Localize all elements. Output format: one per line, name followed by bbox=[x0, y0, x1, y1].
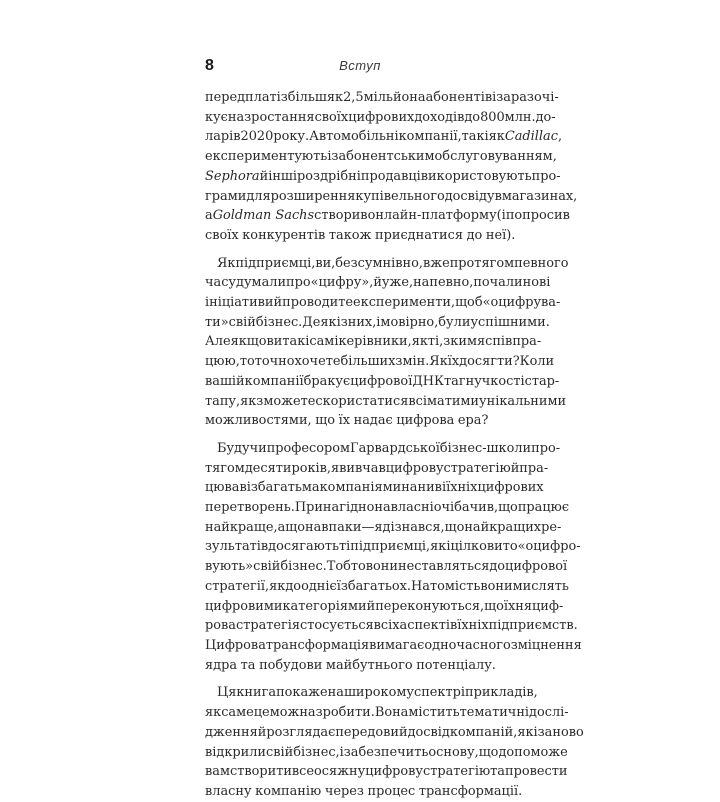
text-line: кує на зростання своїх цифрових доходів до 800 млн. до- bbox=[205, 109, 556, 125]
paragraph bbox=[205, 683, 584, 801]
text-line: найкраще, а що навпаки — я дізнався, що найкращих ре- bbox=[205, 519, 562, 535]
text-line: цював із багатьма компаніями на ниві їхніх цифрових bbox=[205, 480, 544, 496]
text-line: Ця книга покаже на широкому спектрі прикладів, bbox=[217, 685, 538, 701]
text-line: Як підприємці, ви, безсумнівно, вже протягом певного bbox=[217, 255, 569, 271]
text-line: рова стратегія стосується всіх аспектів їхніх підприємств. bbox=[205, 618, 578, 634]
page-header bbox=[0, 57, 720, 79]
text-line: тягом десяти років, я вивчав цифрову стратегію й пра- bbox=[205, 460, 549, 476]
text-line: цифровими категоріями й переконуються, що їхня циф- bbox=[205, 598, 564, 614]
text-line: а Goldman Sachs створив онлайн-платформу (і попросив bbox=[205, 208, 570, 224]
text-line: ти» свій бізнес. Деякі з них, імовірно, були успішними. bbox=[205, 314, 550, 330]
text-line: передплаті з більш як 2,5 мільйона абонентів і зараз очі- bbox=[205, 90, 559, 105]
text-line: Будучи професором Гарвардської бізнес-школи про- bbox=[217, 440, 561, 456]
text-line: власну компанію через процес трансформації. bbox=[205, 783, 523, 799]
text-line: як саме це можна зробити. Вона містить тематичні дослі- bbox=[205, 705, 569, 721]
body-text bbox=[205, 88, 584, 802]
text-line: вують» свій бізнес. Тобто вони не ставляться до цифрової bbox=[205, 559, 568, 575]
text-line: відкрили свій бізнес, і забезпечить основу, що допоможе bbox=[205, 744, 568, 760]
text-line: можливостями, що їх надає цифрова ера? bbox=[205, 413, 489, 429]
text-line: перетворень. Принагідно на власні очі бачив, що працює bbox=[205, 500, 570, 516]
text-line: своїх конкурентів також приєднатися до неї). bbox=[205, 227, 516, 243]
text-line: Цифрова трансформація вимагає одночасного зміцнення bbox=[205, 637, 582, 653]
text-line: зультатів досягають ті підприємці, які цілковито «оцифро- bbox=[205, 539, 581, 555]
text-line: ядра та побудови майбутнього потенціалу. bbox=[205, 657, 496, 673]
text-line: грами для розширення купівельного досвіду в магазинах, bbox=[205, 188, 578, 204]
paragraph bbox=[205, 88, 578, 246]
text-line: ініціативи й проводите експерименти, щоб «оцифрува- bbox=[205, 295, 561, 311]
text-line: Але якщо ви такі самі керівники, як ті, з ким я співпра- bbox=[205, 334, 542, 350]
text-line: вашій компанії бракує цифрової ДНК та гнучкості стар- bbox=[205, 373, 560, 389]
text-line: вам створити всеосяжну цифрову стратегію та провести bbox=[205, 764, 568, 780]
text-line: тапу, як зможете скористатися всіма тими унікальними bbox=[205, 393, 567, 409]
text-line: цюю, то точно хочете більших змін. Як їх досягти? Коли bbox=[205, 354, 555, 370]
paragraph bbox=[205, 254, 569, 431]
text-line: Sephora й інші роздрібні продавці використовують про- bbox=[205, 168, 561, 184]
paragraph bbox=[205, 439, 582, 675]
page-number: 8 bbox=[205, 57, 214, 74]
running-head: Вступ bbox=[339, 58, 381, 73]
text-line: стратегії, як до однієї з багатьох. Натомість вони мислять bbox=[205, 578, 569, 594]
text-line: дження й розглядає передовий досвід компаній, які заново bbox=[205, 724, 584, 740]
text-line: експериментують із абонентським обслуговуванням, bbox=[205, 149, 557, 165]
text-line: часу думали про «цифру», й уже, напевно, почали нові bbox=[205, 275, 551, 291]
text-line: ларів 2020 року. Автомобільні компанії, такі як Cadillac, bbox=[205, 129, 563, 145]
